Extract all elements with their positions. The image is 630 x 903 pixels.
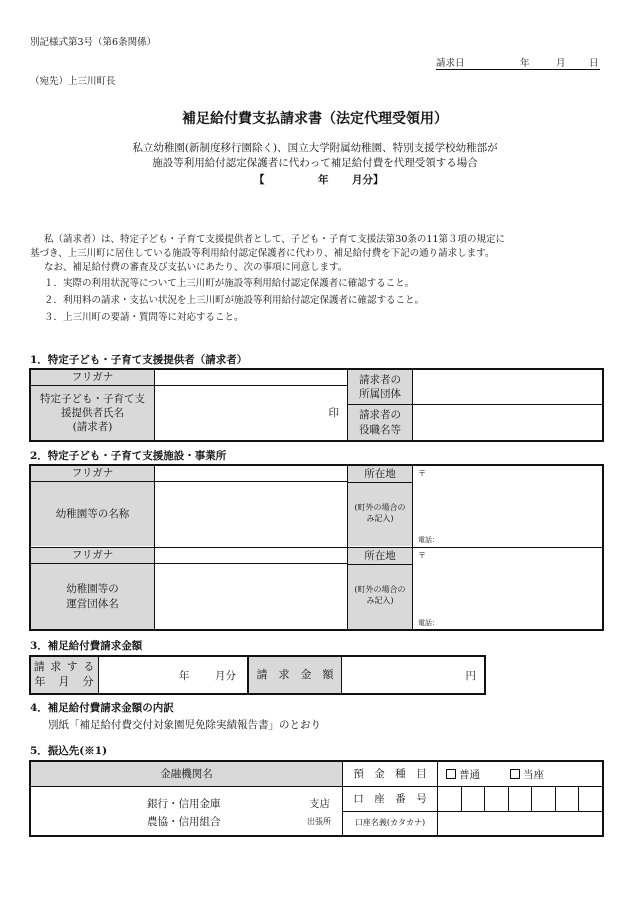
postal-mark-2: 〒 xyxy=(418,551,426,560)
s2-operator-l1: 幼稚園等の xyxy=(66,583,119,596)
s2-operator-label xyxy=(31,564,154,629)
s2-furigana-field-1[interactable] xyxy=(155,466,346,481)
request-date-line xyxy=(436,55,600,70)
s5-bank-field[interactable] xyxy=(31,787,342,835)
s2-out-town-l2-2: み記入) xyxy=(366,595,394,605)
phone-label-2: 電話： xyxy=(418,619,439,627)
request-date-label: 請求日 xyxy=(436,58,465,69)
addressee: （宛先）上三川町長 xyxy=(30,76,116,87)
intro-p1a: 私（請求者）は、特定子ども・子育て支援提供者として、子ども・子育て支援法第30条の11第３項の規定に xyxy=(44,234,505,245)
s2-out-town-l2-1: み記入) xyxy=(366,513,394,523)
s5-office: 出張所 xyxy=(307,817,331,826)
s3-amount-field[interactable] xyxy=(342,657,484,693)
period-year: 年 xyxy=(318,174,329,186)
section4-heading: 4．補足給付費請求金額の内訳 xyxy=(30,702,174,714)
s1-org-field[interactable] xyxy=(413,370,602,404)
s3-month-label-l1: 請 求 す る xyxy=(33,660,96,674)
s5-account-number-label: 口 座 番 号 xyxy=(353,792,427,805)
s5-bank-header: 金融機関名 xyxy=(31,762,342,786)
request-date-month: 月 xyxy=(556,58,566,69)
section1-heading: 1．特定子ども・子育て支援提供者（請求者） xyxy=(30,354,248,366)
s1-name-field[interactable] xyxy=(154,386,347,440)
s1-name-label xyxy=(31,386,154,440)
period-month: 月分】 xyxy=(352,174,384,186)
section2-heading: 2．特定子ども・子育て支援施設・事業所 xyxy=(30,450,227,462)
section4-text: 別紙「補足給付費交付対象園児免除実績報告書」のとおり xyxy=(48,719,321,731)
s1-furigana-field[interactable] xyxy=(154,370,347,385)
s3-month-label xyxy=(31,657,98,693)
s3-month-field[interactable] xyxy=(99,657,247,693)
period-open: 【 xyxy=(254,174,265,186)
intro-item-2: ２．利用料の請求・支払い状況を上三川町が施設等利用給付認定保護者に確認すること。 xyxy=(44,295,425,306)
s3-month-label-l2: 年 月 分 xyxy=(34,675,95,688)
s1-org-label xyxy=(348,370,412,404)
s2-address-field-2[interactable] xyxy=(413,548,602,629)
futsu-checkbox[interactable] xyxy=(446,769,456,779)
s5-touza-option[interactable] xyxy=(510,767,544,782)
subtitle-line2: 施設等利用給付認定保護者に代わって補足給付費を代理受領する場合 xyxy=(152,157,478,169)
intro-p2: なお、補足給付費の審査及び支払いにあたり、次の事項に同意します。 xyxy=(44,262,348,273)
s5-account-holder-label: 口座名義(カタカナ) xyxy=(354,818,426,828)
s2-address-field-1[interactable] xyxy=(413,466,602,546)
s3-month-unit: 月分 xyxy=(215,670,236,682)
s2-address-label-1: 所在地 xyxy=(348,466,412,482)
s2-operator-l2: 運営団体名 xyxy=(66,597,119,610)
s2-out-town-l1-2: (町外の場合の xyxy=(354,585,406,594)
s1-furigana-label: フリガナ xyxy=(31,370,154,385)
s1-title-label-l1: 請求者の xyxy=(359,409,401,422)
s5-bank-type-2: 農協・信用組合 xyxy=(147,816,221,828)
s1-title-label-l2: 役職名等 xyxy=(359,423,401,436)
s5-bank-type-1: 銀行・信用金庫 xyxy=(147,798,221,810)
s2-furigana-label-2: フリガナ xyxy=(31,548,154,563)
s5-futsu-option[interactable] xyxy=(446,767,480,782)
s2-operator-field[interactable] xyxy=(155,564,346,629)
request-date-year: 年 xyxy=(520,58,530,69)
s2-out-town-label-1 xyxy=(348,483,412,546)
s5-deposit-type-label: 預 金 種 目 xyxy=(353,767,427,780)
seal-mark: 印 xyxy=(328,407,339,419)
s5-futsu-label: 普通 xyxy=(459,769,480,781)
s2-out-town-l1-1: (町外の場合の xyxy=(354,503,406,512)
s1-name-label-l2: 援提供者氏名 xyxy=(61,406,124,419)
s5-account-holder-field[interactable] xyxy=(438,812,602,835)
s1-title-label xyxy=(348,405,412,440)
s3-amount-label: 請 求 金 額 xyxy=(249,657,341,693)
s2-facility-name-field[interactable] xyxy=(155,482,346,546)
request-date-day: 日 xyxy=(589,58,599,69)
s1-org-label-l2: 所属団体 xyxy=(359,388,401,400)
s2-address-label-2: 所在地 xyxy=(348,548,412,564)
s1-name-label-l3: (請求者) xyxy=(72,421,113,434)
s1-name-label-l1: 特定子ども・子育て支 xyxy=(40,392,145,405)
postal-mark-1: 〒 xyxy=(418,469,426,478)
touza-checkbox[interactable] xyxy=(510,769,520,779)
subtitle-line1: 私立幼稚園(新制度移行園除く)、国立大学附属幼稚園、特別支援学校幼稚部が xyxy=(132,142,498,154)
intro-item-1: １．実際の利用状況等について上三川町が施設等利用給付認定保護者に確認すること。 xyxy=(44,278,415,289)
s5-deposit-type-field xyxy=(438,762,602,786)
s2-furigana-label-1: フリガナ xyxy=(31,466,154,481)
s3-yen-unit: 円 xyxy=(465,670,476,682)
s3-year-unit: 年 xyxy=(179,670,190,682)
s5-touza-label: 当座 xyxy=(523,769,544,781)
s1-title-field[interactable] xyxy=(413,405,602,440)
section5-heading: 5．振込先(※1) xyxy=(30,745,108,757)
phone-label-1: 電話： xyxy=(418,536,439,544)
intro-item-3: ３．上三川町の要請・質問等に対応すること。 xyxy=(44,312,244,323)
intro-p1b: 基づき、上三川町に居住している施設等利用給付認定保護者に代わり、補足給付費を下記の通り請求します。 xyxy=(30,248,495,259)
form-number: 別記様式第3号（第6条関係） xyxy=(30,37,157,48)
s2-furigana-field-2[interactable] xyxy=(155,548,346,563)
s2-out-town-label-2 xyxy=(348,565,412,629)
s2-facility-name-label: 幼稚園等の名称 xyxy=(31,482,154,546)
page-title: 補足給付費支払請求書（法定代理受領用） xyxy=(182,111,448,127)
s1-org-label-l1: 請求者の xyxy=(359,373,401,386)
section3-heading: 3．補足給付費請求金額 xyxy=(30,640,143,652)
s5-branch: 支店 xyxy=(309,798,330,810)
